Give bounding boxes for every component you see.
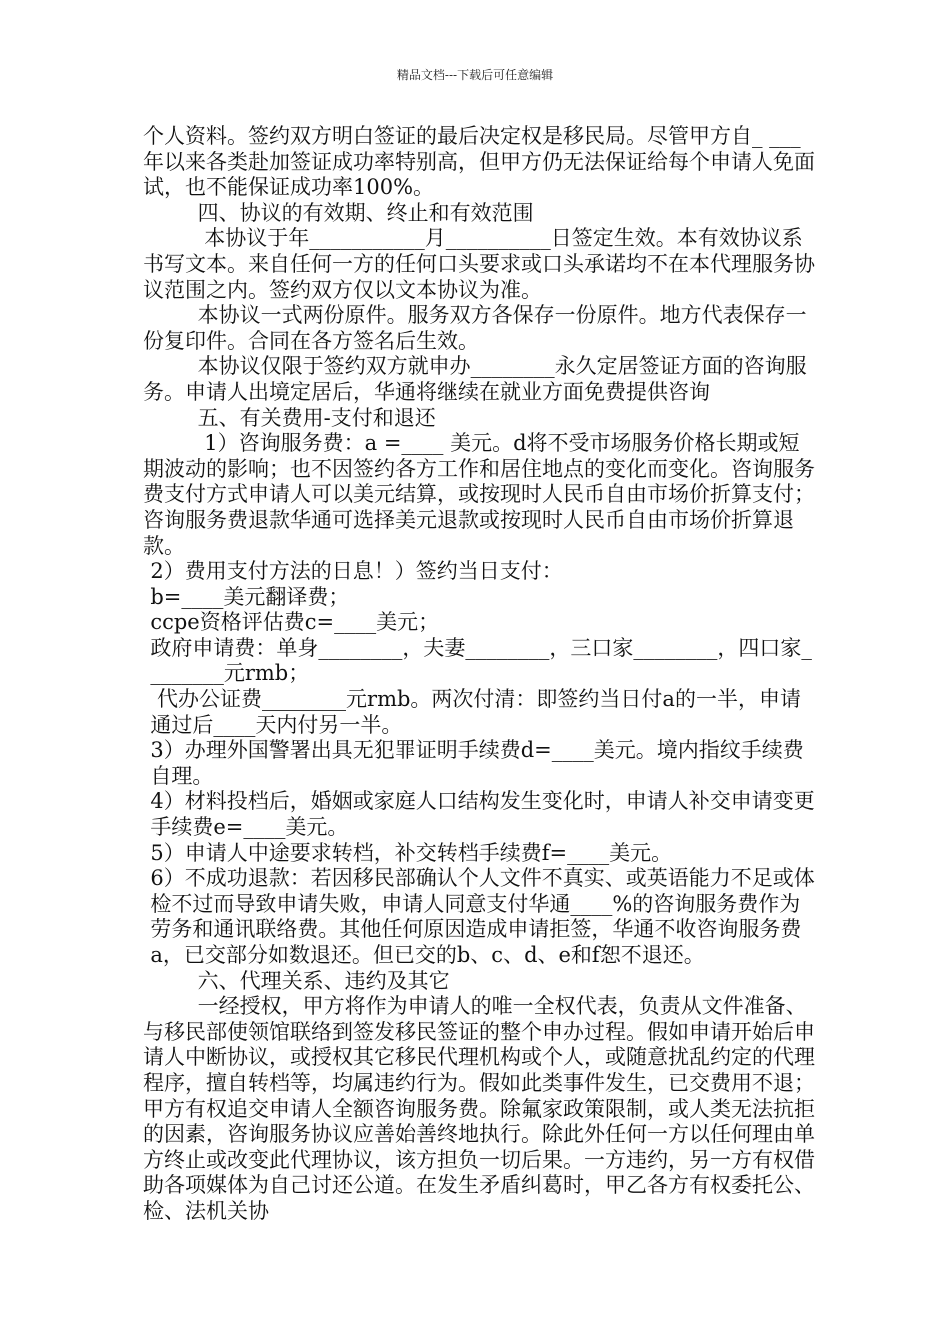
paragraph-authorization: 一经授权，甲方将作为申请人的唯一全权代表，负责从文件准备、与移民部使领馆联络到签发移民签证的整个申办过程。假如申请开始后申请人中断协议，或授权其它移民代理机构或个人，或随意扰乱约定的代理程序，擅自转档等，均属违约行为。假如此类事件发生，已交费用不退；甲方有权追交申请人全额咨询服务费。除氟家政策限制，或人类无法抗拒的因素，咨询服务协议应善始善终地执行。除此外任何一方以任何理由单方终止或改变此代理协议，该方担负一切后果。一方违约，另一方有权借助各项媒体为自己讨还公道。在发生矛盾纠葛时，甲乙各方有权委托公、检、法机关协 <box>143 994 815 1223</box>
paragraph-government-fee: 政府申请费：单身________，夫妻________，三口家________，四口家________元rmb； <box>150 635 812 686</box>
paragraph-police-certificate-fee: 3）办理外国警署出具无犯罪证明手续费d=____美元。境内指纹手续费自理。 <box>150 738 804 788</box>
paragraph-consulting-fee: 1）咨询服务费：a =____ 美元。d将不受市场服务价格长期或短期波动的影响；也不因签约各方工作和居住地点的变化而变化。咨询服务费支付方式申请人可以美元结算，或按现时人民币自由市场价折算支付；咨询服务费退款华通可选择美元退款或按现时人民币自由市场价折算退款。 <box>143 431 815 558</box>
paragraph-scope: 本协议仅限于签约双方就申办________永久定居签证方面的咨询服务。申请人出境定居后，华通将继续在就业方面免费提供咨询 <box>143 354 807 404</box>
paragraph-notary-fee: 代办公证费________元rmb。两次付清：即签约当日付a的一半，申请通过后____天内付另一半。 <box>150 687 801 737</box>
paragraph-personal-info: 个人资料。签约双方明白签证的最后决定权是移民局。尽管甲方自_ ___年以来各类赴加签证成功率特别高，但甲方仍无法保证给每个申请人免面试，也不能保证成功率100%。 <box>143 124 815 200</box>
page-header: 精品文档---下载后可任意编辑 <box>396 68 554 82</box>
section-heading-agency: 六、代理关系、违约及其它 <box>197 968 450 993</box>
paragraph-refund: 6）不成功退款：若因移民部确认个人文件不真实、或英语能力不足或体检不过而导致申请失败，申请人同意支付华通____%的咨询服务费作为劳务和通讯联络费。其他任何原因造成申请拒签，华通不收咨询服务费a，已交部分如数退还。但已交的b、c、d、e和f恕不退还。 <box>150 866 815 967</box>
paragraph-effective-date: 本协议于年___________月__________日签定生效。本有效协议系书写文本。来自任何一方的任何口头要求或口头承诺均不在本代理服务协议范围之内。签约双方仅以文本协议为准。 <box>143 226 815 302</box>
document-body <box>143 124 815 1225</box>
paragraph-translation-fee: b=____美元翻译费； <box>150 584 350 609</box>
paragraph-ccpe-fee: ccpe资格评估费c=____美元； <box>150 610 440 635</box>
section-heading-validity: 四、协议的有效期、终止和有效范围 <box>197 200 534 225</box>
paragraph-change-fee: 4）材料投档后，婚姻或家庭人口结构发生变化时，申请人补交申请变更手续费e=____美元。 <box>150 789 815 840</box>
paragraph-payment-method: 2）费用支付方法的日息！）签约当日支付： <box>150 559 563 584</box>
paragraph-originals: 本协议一式两份原件。服务双方各保存一份原件。地方代表保存一份复印件。合同在各方签名后生效。 <box>143 303 807 353</box>
section-heading-fees: 五、有关费用-支付和退还 <box>197 405 436 430</box>
paragraph-transfer-fee: 5）申请人中途要求转档，补交转档手续费f=____美元。 <box>150 840 673 865</box>
